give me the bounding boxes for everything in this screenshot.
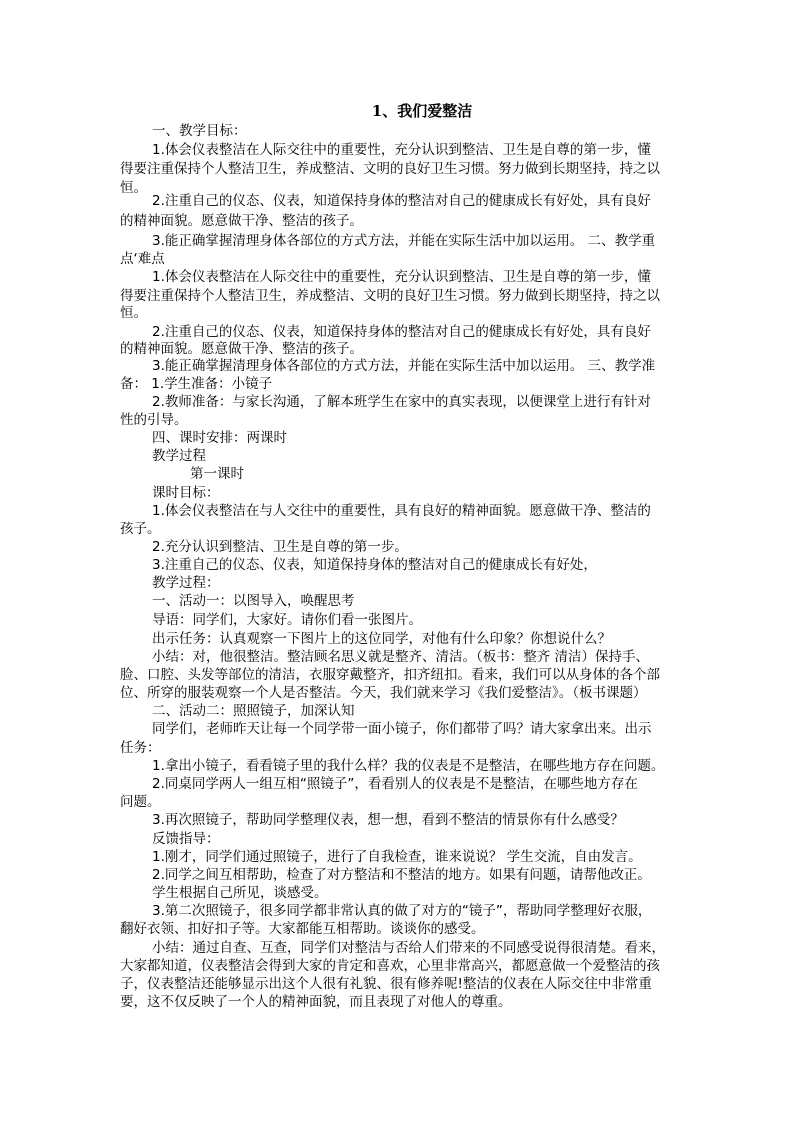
text-line: 反馈指导： [152,831,220,847]
text-line: 1.刚才，同学们通过照镜子，进行了自我检查，谁来说说？ 学生交流，自由发言。 [152,849,642,865]
text-line: 1.体会仪表整洁在人际交往中的重要性，充分认识到整洁、卫生是自尊的第一步，懂 [152,269,651,285]
text-line: 课时目标： [152,485,220,501]
text-line: 出示任务：认真观察一下图片上的这位同学，对他有什么印象？你想说什么？ [152,631,611,647]
text-line: 小结：对，他很整洁。整洁顾名思义就是整齐、清洁。（板书：整齐 清洁）保持手、 [152,649,650,665]
text-line: 恒。 [120,180,147,196]
text-line: 教学过程： [152,575,220,591]
text-line: 1.体会仪表整洁在人际交往中的重要性，充分认识到整洁、卫生是自尊的第一步，懂 [152,142,651,158]
text-line: 2.注重自己的仪态、仪表，知道保持身体的整洁对自己的健康成长有好处，具有良好 [152,324,651,340]
text-line: 问题。 [120,794,161,810]
text-line: 恒。 [120,305,147,321]
text-line: 脸、口腔、头发等部位的清洁，衣服穿戴整齐，扣齐纽扣。看来，我们可以从身体的各个部 [120,667,660,683]
text-line: 得要注重保持个人整洁卫生，养成整洁、文明的良好卫生习惯。努力做到长期坚持，持之以 [120,161,660,177]
text-line: 2.同学之间互相帮助，检查了对方整洁和不整洁的地方。如果有问题，请帮他改正。 [152,867,651,883]
text-line: 四、课时安排：两课时 [152,430,287,446]
text-line: 3.能正确掌握清理身体各部位的方式方法，并能在实际生活中加以运用。 三、教学准 [152,358,656,374]
text-line: 性的引导。 [120,412,188,428]
text-line: 二、活动二：照照镜子，加深认知 [152,703,355,719]
text-line: 3.能正确掌握清理身体各部位的方式方法，并能在实际生活中加以运用。 二、教学重 [152,233,656,249]
text-line: 大家都知道，仪表整洁会得到大家的肯定和喜欢，心里非常高兴，都愿意做一个爱整洁的孩 [120,958,660,974]
text-line: 3.再次照镜子，帮助同学整理仪表，想一想，看到不整洁的情景你有什么感受？ [152,812,624,828]
text-line: 3.第二次照镜子，很多同学都非常认真的做了对方的“镜子”，帮助同学整理好衣服， [152,903,652,919]
text-line: 1.体会仪表整洁在与人交往中的重要性，具有良好的精神面貌。愿意做干净、整洁的 [152,503,651,519]
text-line: 小结：通过自查、互查，同学们对整洁与否给人们带来的不同感受说得很清楚。看来， [152,940,665,956]
text-line: 的精神面貌。愿意做干净、整洁的孩子。 [120,341,363,357]
text-line: 要，这不仅反映了一个人的精神面貌，而且表现了对他人的尊重。 [120,994,512,1010]
text-line: 一、活动一：以图导入，唤醒思考 [152,593,355,609]
text-line: 2.充分认识到整洁、卫生是自尊的第一步。 [152,539,408,555]
text-line: 的精神面貌。愿意做干净、整洁的孩子。 [120,213,363,229]
text-line: 备： 1.学生准备：小镜子 [120,376,273,392]
text-line: 导语：同学们，大家好。请你们看一张图片。 [152,612,422,628]
text-line: 学生根据自己所见，谈感受。 [152,885,328,901]
text-line: 一、教学目标： [152,123,247,139]
text-line: 第一课时 [190,466,244,482]
text-line: 1.拿出小镜子，看看镜子里的我什么样？我的仪表是不是整洁，在哪些地方存在问题。 [152,758,665,774]
text-line: 同学们，老师昨天让每一个同学带一面小镜子，你们都带了吗？请大家拿出来。出示 [152,721,652,737]
text-line: 任务： [120,740,161,756]
text-line: 教学过程 [152,448,206,464]
text-line: 翻好衣领、扣好扣子等。大家都能互相帮助。谈谈你的感受。 [120,921,485,937]
text-line: 点‘难点 [120,251,165,267]
document-title: 1、我们爱整洁 [371,102,473,120]
text-line: 2.注重自己的仪态、仪表，知道保持身体的整洁对自己的健康成长有好处，具有良好 [152,193,651,209]
text-line: 子，仪表整洁还能够显示出这个人很有礼貌、很有修养呢!整洁的仪表在人际交往中非常重 [120,976,652,992]
text-line: 孩子。 [120,521,161,537]
text-line: 得要注重保持个人整洁卫生，养成整洁、文明的良好卫生习惯。努力做到长期坚持，持之以 [120,288,660,304]
text-line: 位、所穿的服装观察一个人是否整洁。今天，我们就来学习《我们爱整洁》。（板书课题） [120,685,647,701]
text-line: 3.注重自己的仪态、仪表，知道保持身体的整洁对自己的健康成长有好处， [152,557,597,573]
text-line: 2.同桌同学两人一组互相“照镜子”，看看别人的仪表是不是整洁，在哪些地方存在 [152,776,638,792]
text-line: 2.教师准备：与家长沟通，了解本班学生在家中的真实表现，以便课堂上进行有针对 [152,394,651,410]
